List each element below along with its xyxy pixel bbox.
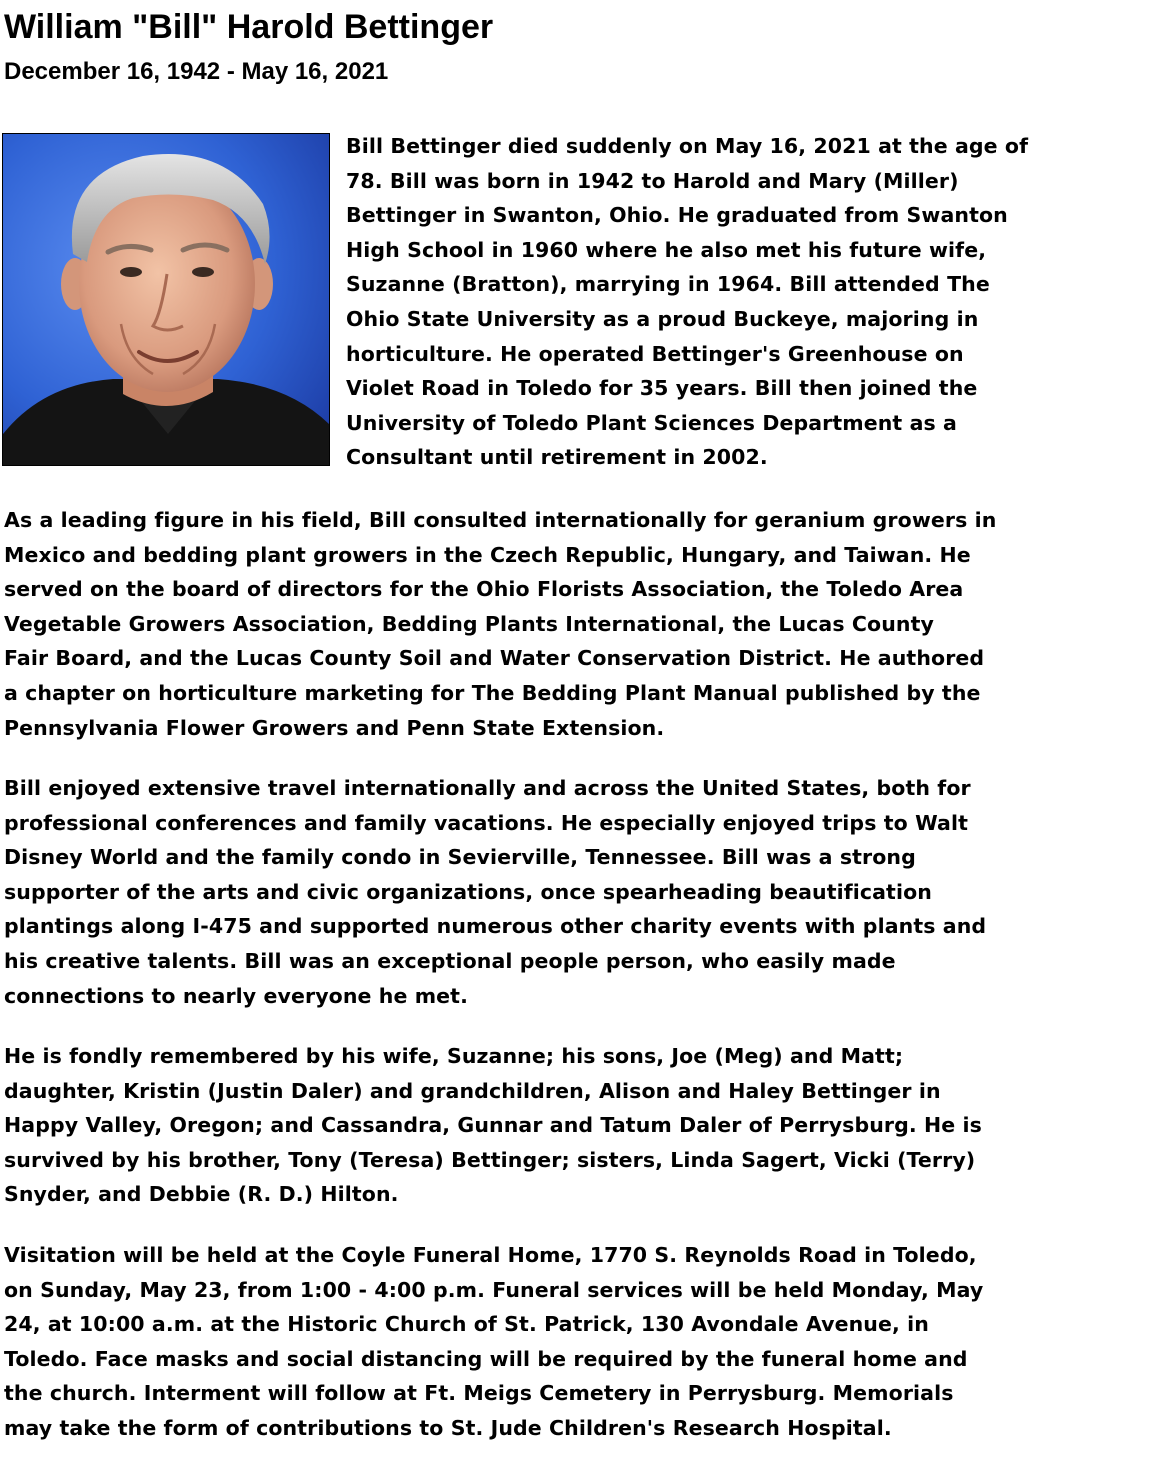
obituary-name: William "Bill" Harold Bettinger [4,8,494,46]
paragraph-services: Visitation will be held at the Coyle Funeral Home, 1770 S. Reynolds Road in Toledo, on Sunday, May 23, from 1:00 - 4:00 p.m. Funeral services will be held Monday, May 24, at 10:00 a.m. at the Historic Church of St. Patrick, 130 Avondale Avenue, in Toledo. Face masks and social distancing will be required by the funeral home and the church. Interment will follow at Ft. Meigs Cemetery in Perrysburg. Memorials may take the form of contributions to St. Jude Children's Research Hospital. [4,1243,984,1440]
portrait-illustration [3,134,329,465]
portrait-photo [2,133,330,466]
paragraph-biography: Bill Bettinger died suddenly on May 16, 2021 at the age of 78. Bill was born in 1942 to Harold and Mary (Miller) Bettinger in Swanton, Ohio. He graduated from Swanton High School in 1960 where he also met his future wife, Suzanne (Bratton), marrying in 1964. Bill attended The Ohio State University as a proud Buckeye, majoring in horticulture. He operated Bettinger's Greenhouse on Violet Road in Toledo for 35 years. Bill then joined the University of Toledo Plant Sciences Department as a Consultant until retirement in 2002. [346,134,1029,470]
paragraph-survivors: He is fondly remembered by his wife, Suzanne; his sons, Joe (Meg) and Matt; daughter, Kristin (Justin Daler) and grandchildren, Alison and Haley Bettinger in Happy Valley, Oregon; and Cassandra, Gunnar and Tatum Daler of Perrysburg. He is survived by his brother, Tony (Teresa) Bettinger; sisters, Linda Sagert, Vicki (Terry) Snyder, and Debbie (R. D.) Hilton. [4,1044,982,1207]
paragraph-interests: Bill enjoyed extensive travel internationally and across the United States, both for professional conferences and family vacations. He especially enjoyed trips to Walt Disney World and the family condo in Sevierville, Tennessee. Bill was a strong supporter of the arts and civic organizations, once spearheading beautification plantings along I-475 and supported numerous other charity events with plants and his creative talents. Bill was an exceptional people person, who easily made connections to nearly everyone he met. [4,776,987,1008]
paragraph-career: As a leading figure in his field, Bill consulted internationally for geranium growers in Mexico and bedding plant growers in the Czech Republic, Hungary, and Taiwan. He served on the board of directors for the Ohio Florists Association, the Toledo Area Vegetable Growers Association, Bedding Plants International, the Lucas County Fair Board, and the Lucas County Soil and Water Conservation District. He authored a chapter on horticulture marketing for The Bedding Plant Manual published by the Pennsylvania Flower Growers and Penn State Extension. [4,508,997,740]
obituary-dates: December 16, 1942 - May 16, 2021 [4,58,389,85]
